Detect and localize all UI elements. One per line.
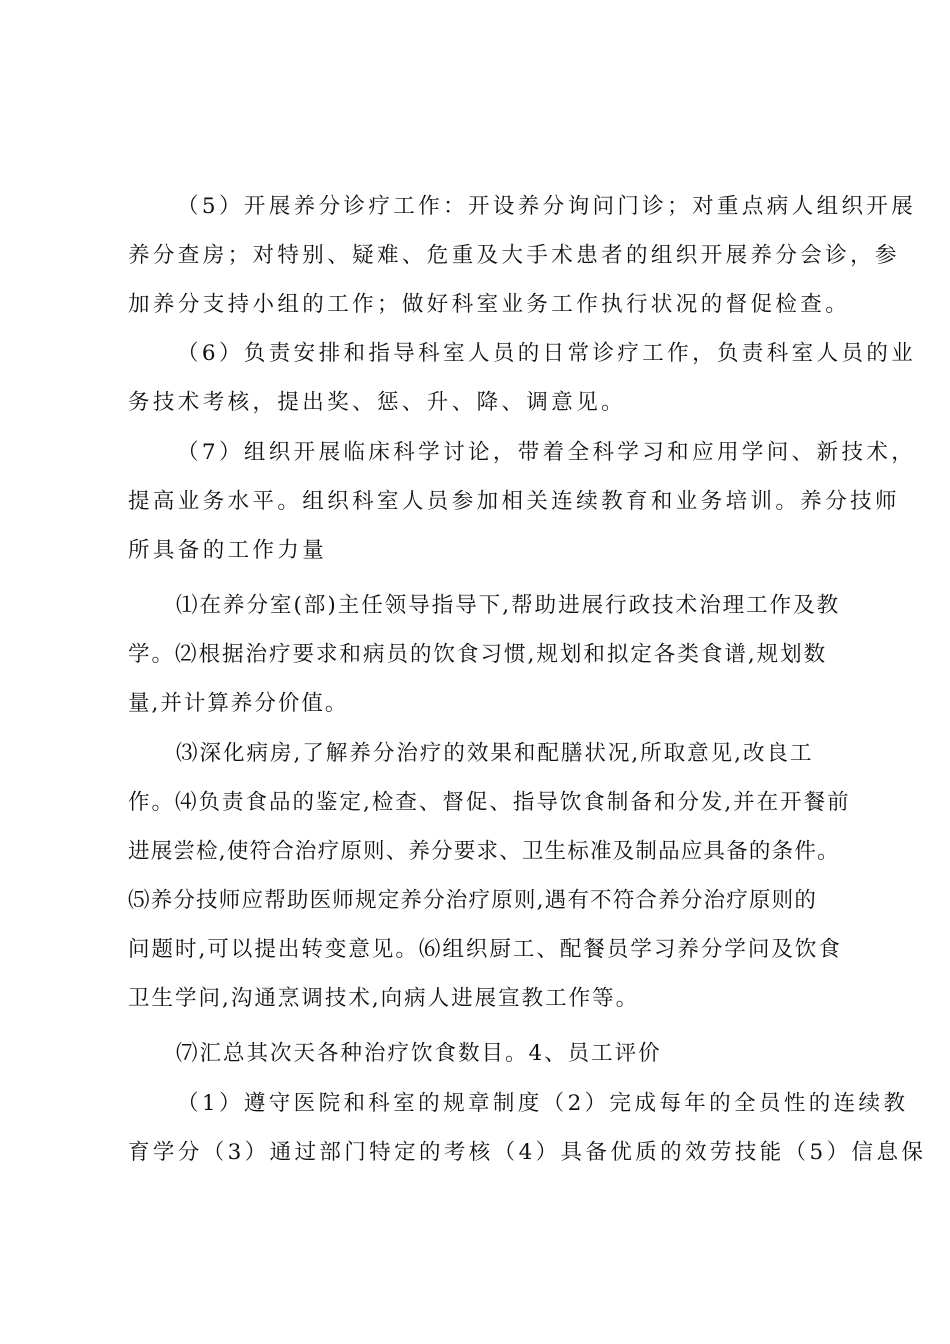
paragraph-line: 问题时,可以提出转变意见。⑹组织厨工、配餐员学习养分学问及饮食 [128, 937, 842, 962]
paragraph-line: ⑴在养分室(部)主任领导指导下,帮助进展行政技术治理工作及教 [176, 593, 841, 618]
paragraph-line: 进展尝检,使符合治疗原则、养分要求、卫生标准及制品应具备的条件。 [128, 839, 840, 864]
paragraph-line: 加养分支持小组的工作；做好科室业务工作执行状况的督促检查。 [128, 292, 851, 317]
paragraph-line: 育学分（3）通过部门特定的考核（4）具备优质的效劳技能（5）信息保 [128, 1140, 927, 1165]
paragraph-line: （7）组织开展临床科学讨论，带着全科学习和应用学问、新技术， [177, 440, 917, 465]
paragraph-line: （1）遵守医院和科室的规章制度（2）完成每年的全员性的连续教 [177, 1091, 909, 1116]
paragraph-line: 所具备的工作力量 [128, 538, 328, 563]
paragraph-line: ⑸养分技师应帮助医师规定养分治疗原则,遇有不符合养分治疗原则的 [128, 888, 818, 913]
paragraph-line: 养分查房；对特别、疑难、危重及大手术患者的组织开展养分会诊，参 [128, 243, 900, 268]
paragraph-line: 提高业务水平。组织科室人员参加相关连续教育和业务培训。养分技师 [128, 489, 900, 514]
paragraph-line: 量,并计算养分价值。 [128, 691, 349, 716]
paragraph-line: （6）负责安排和指导科室人员的日常诊疗工作，负责科室人员的业 [177, 341, 917, 366]
paragraph-line: 务技术考核，提出奖、惩、升、降、调意见。 [128, 390, 627, 415]
paragraph-line: ⑶深化病房,了解养分治疗的效果和配膳状况,所取意见,改良工 [176, 741, 814, 766]
paragraph-line: 作。⑷负责食品的鉴定,检查、督促、指导饮食制备和分发,并在开餐前 [128, 790, 851, 815]
paragraph-line: 卫生学问,沟通烹调技术,向病人进展宣教工作等。 [128, 986, 640, 1011]
paragraph-line: 学。⑵根据治疗要求和病员的饮食习惯,规划和拟定各类食谱,规划数 [128, 642, 828, 667]
paragraph-line: （5）开展养分诊疗工作：开设养分询问门诊；对重点病人组织开展 [177, 194, 917, 219]
paragraph-line: ⑺汇总其次天各种治疗饮食数目。4、员工评价 [176, 1041, 662, 1066]
